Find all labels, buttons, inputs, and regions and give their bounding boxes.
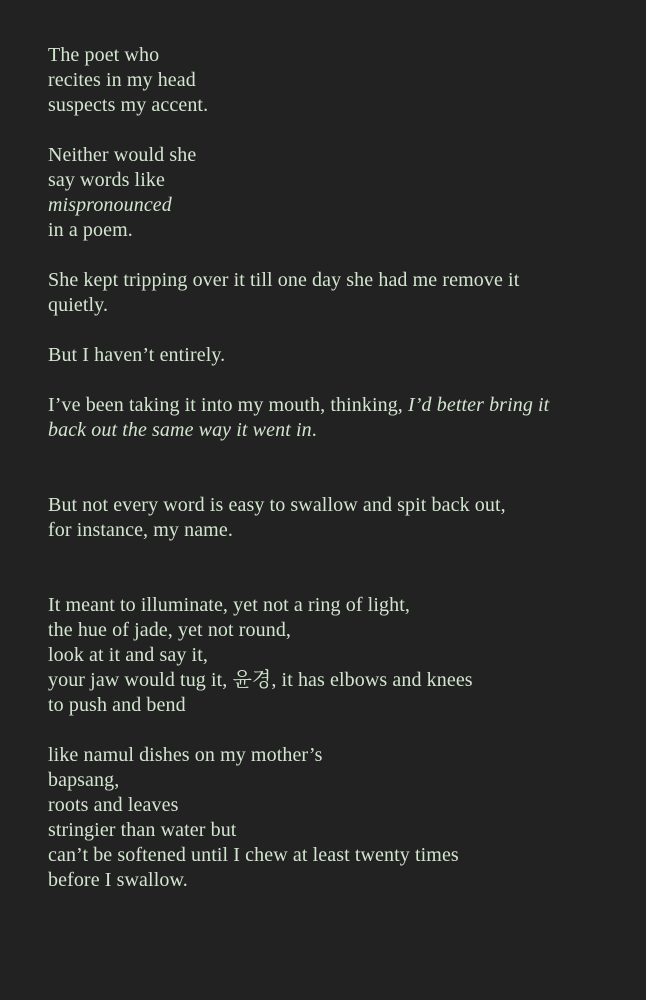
poem-line: bapsang,: [48, 769, 120, 791]
poem-line: like namul dishes on my mother’s: [48, 744, 323, 766]
poem-line: for instance, my name.: [48, 519, 233, 541]
poem-line: It meant to illuminate, yet not a ring of light,: [48, 594, 410, 616]
poem-line: before I swallow.: [48, 869, 188, 891]
poem-text: .: [311, 419, 317, 441]
poem-line: your jaw would tug it, 윤경, it has elbows and knees: [48, 669, 473, 691]
poem-line: roots and leaves: [48, 794, 179, 816]
poem-line: But I haven’t entirely.: [48, 344, 226, 366]
stanza-3: [48, 268, 618, 318]
stanza-break: [48, 243, 618, 268]
poem-text: I’ve been taking it into my mouth, thinking,: [48, 394, 409, 416]
stanza-8: [48, 743, 618, 893]
stanza-7: [48, 593, 618, 718]
poem-line: can’t be softened until I chew at least twenty times: [48, 844, 459, 866]
poem-line: The poet who: [48, 44, 160, 66]
stanza-5: [48, 393, 618, 443]
poem-line: recites in my head: [48, 69, 196, 91]
poem-line: the hue of jade, yet not round,: [48, 619, 292, 641]
poem-line: She kept tripping over it till one day she had me remove it: [48, 269, 520, 291]
stanza-break: [48, 443, 618, 493]
poem-line: in a poem.: [48, 219, 133, 241]
poem-line: look at it and say it,: [48, 644, 208, 666]
poem-text-italic: I’d better bring it: [408, 394, 550, 416]
stanza-break: [48, 318, 618, 343]
stanza-4: [48, 343, 618, 368]
stanza-break: [48, 368, 618, 393]
poem-line-italic: mispronounced: [48, 194, 172, 216]
stanza-break: [48, 118, 618, 143]
stanza-1: [48, 43, 618, 118]
poem-line: to push and bend: [48, 694, 186, 716]
stanza-break: [48, 543, 618, 593]
poem-line: stringier than water but: [48, 819, 237, 841]
poem-line: suspects my accent.: [48, 94, 209, 116]
poem-line: say words like: [48, 169, 165, 191]
poem-line: Neither would she: [48, 144, 197, 166]
stanza-6: [48, 493, 618, 543]
poem-text-italic: back out the same way it went in: [48, 419, 312, 441]
poem-line: quietly.: [48, 294, 109, 316]
poem-line-mixed: [48, 418, 618, 443]
poem-body: [48, 43, 618, 893]
poem-line: But not every word is easy to swallow and spit back out,: [48, 494, 506, 516]
poem-line-mixed: [48, 393, 618, 418]
stanza-2: [48, 143, 618, 243]
stanza-break: [48, 718, 618, 743]
